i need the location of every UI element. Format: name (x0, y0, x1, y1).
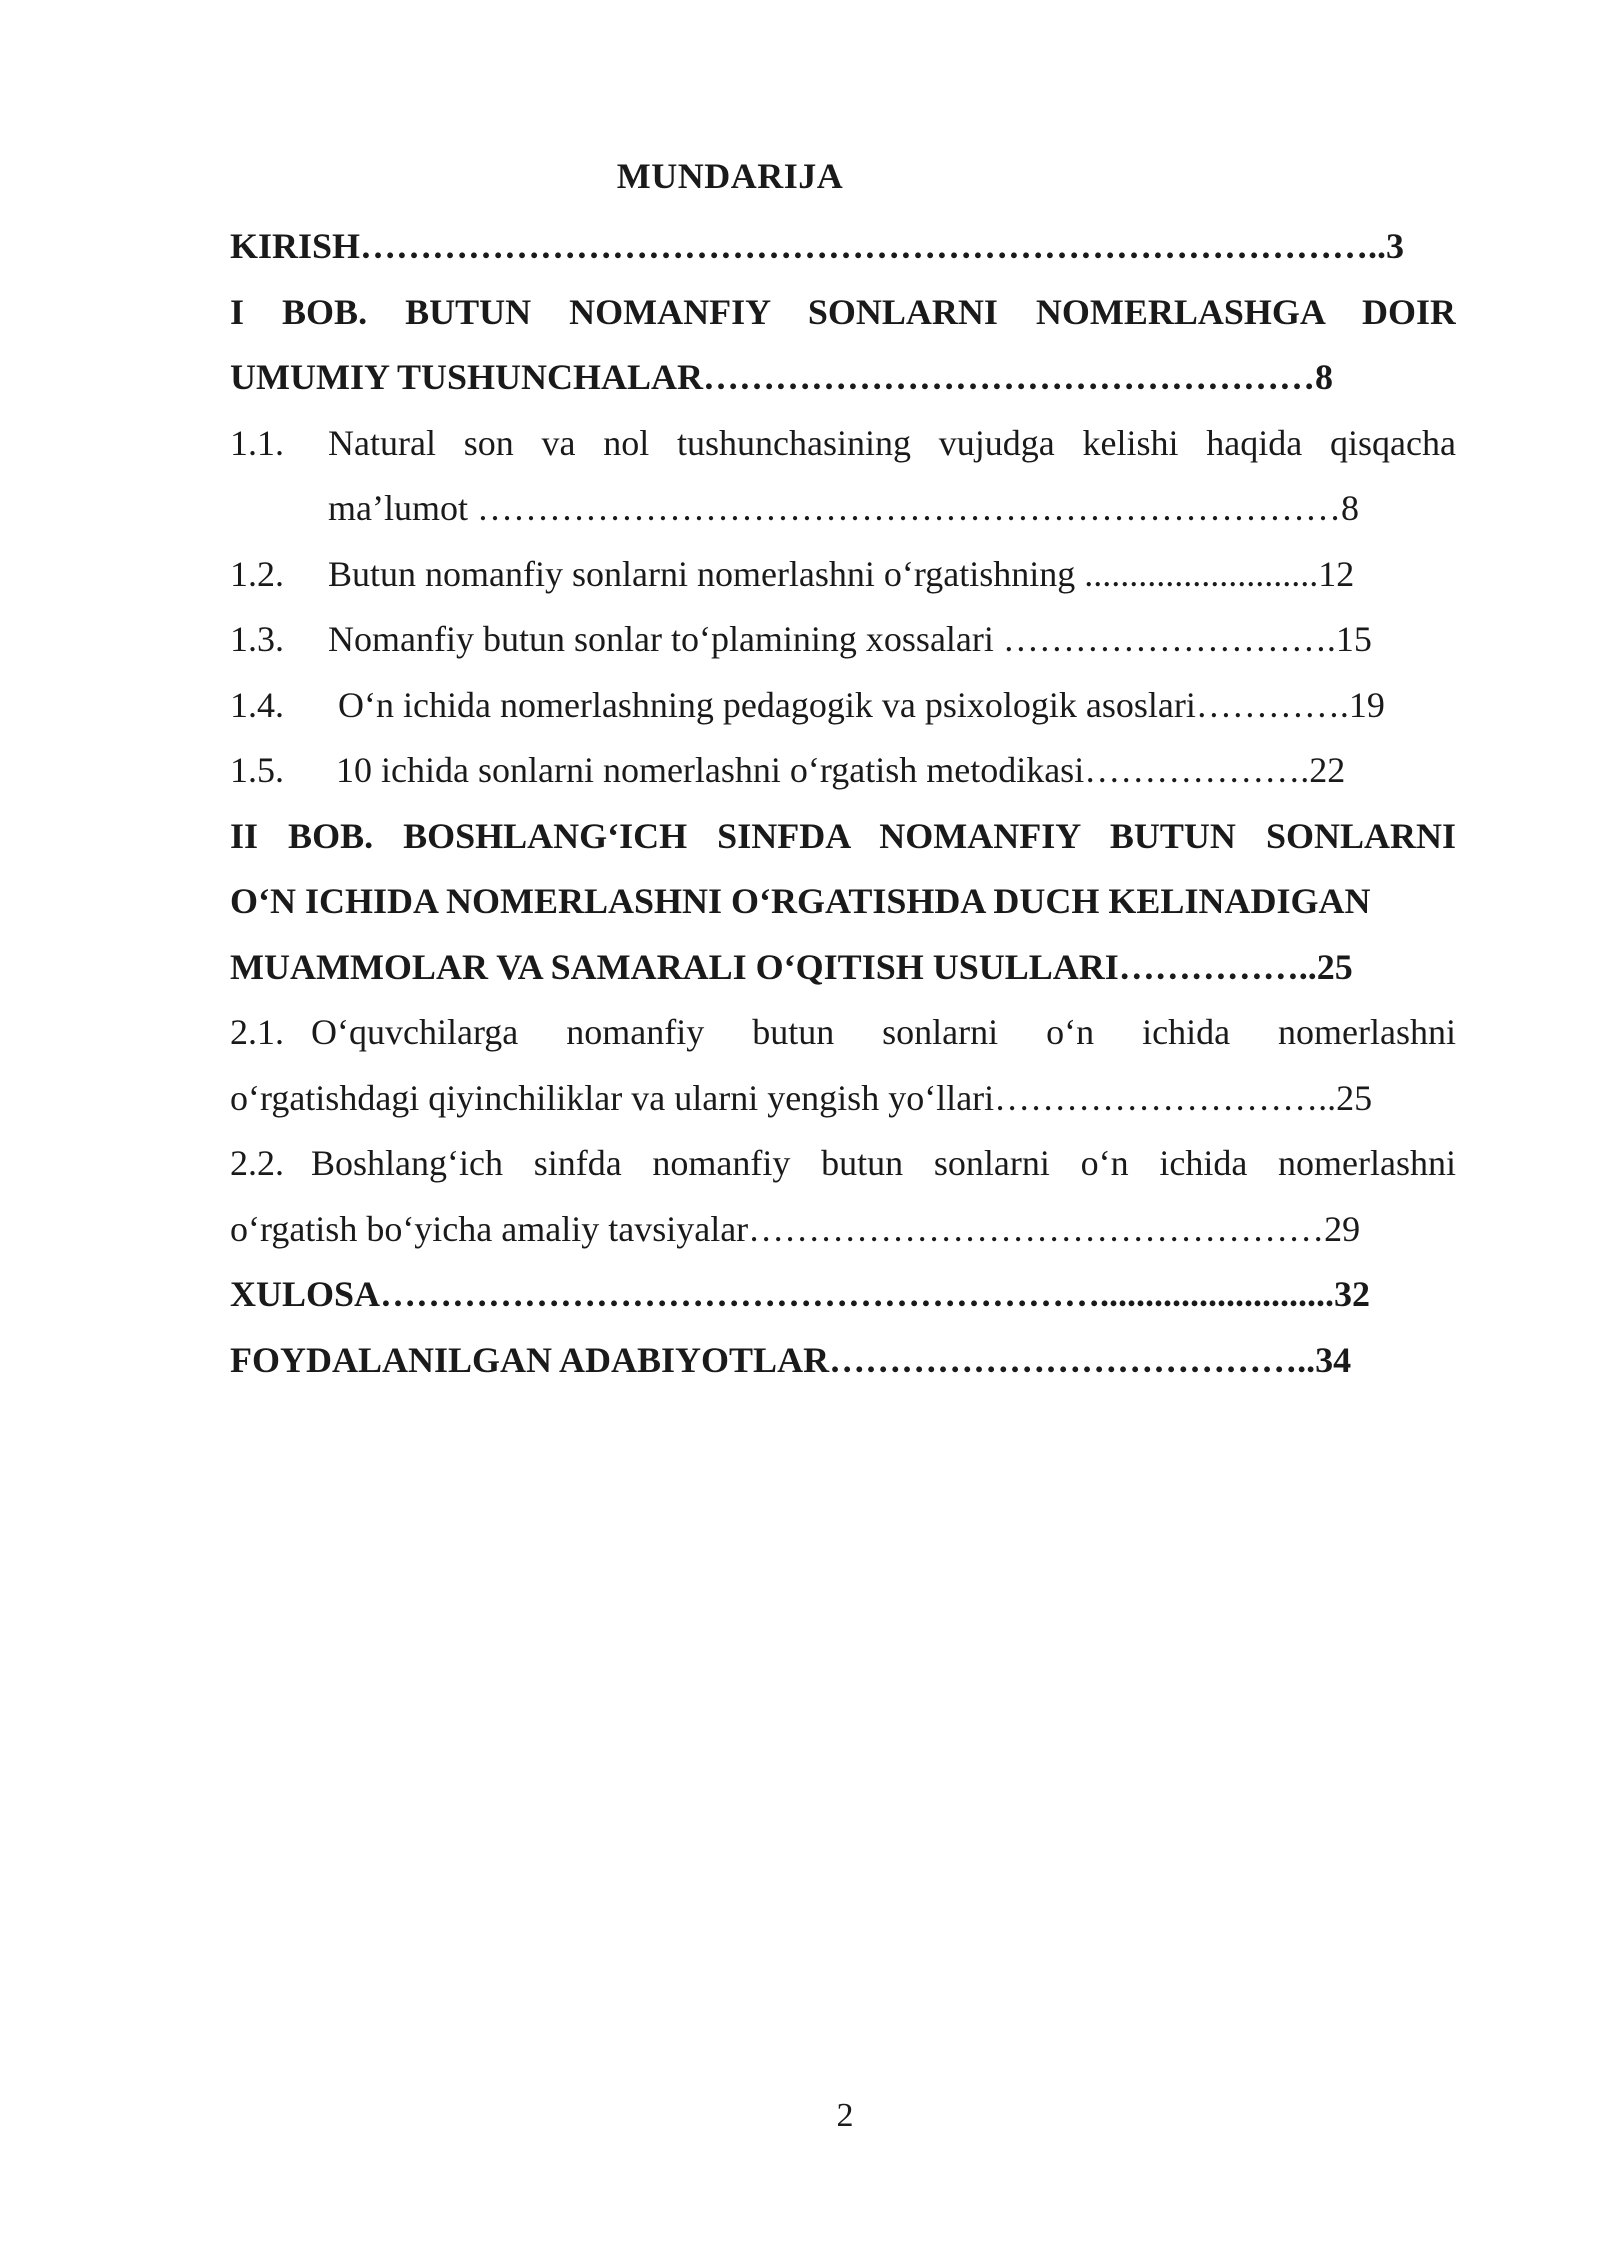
section-title: Nomanfiy butun sonlar to‘plamining xossalari ……………………….15 (328, 619, 1372, 659)
section-number: 1.2. (230, 553, 284, 594)
section-number: 1.1. (230, 422, 284, 463)
section-number: 1.5. (230, 750, 284, 790)
toc-chapter-1-heading: I BOB. BUTUN NOMANFIY SONLARNI NOMERLASHGA DOIR (230, 291, 1456, 332)
section-title: Boshlang‘ich sinfda nomanfiy butun sonlarni o‘n ichida nomerlashni (311, 1143, 1456, 1183)
toc-entry-1-2 (230, 542, 1456, 608)
section-title: Butun nomanfiy sonlarni nomerlashni o‘rgatishning ..........................12 (328, 553, 1355, 594)
section-title: O‘quvchilarga nomanfiy butun sonlarni o‘n ichida nomerlashni (311, 1012, 1456, 1052)
section-title: Natural son va nol tushunchasining vujudga kelishi haqida qisqacha (328, 422, 1456, 463)
section-number: 2.2. (230, 1143, 284, 1183)
section-number: 1.4. (230, 684, 284, 725)
toc-entry-adabiyotlar: FOYDALANILGAN ADABIYOTLAR…………………………………..34 (230, 1339, 1352, 1380)
toc-entry-2-1-cont: o‘rgatishdagi qiyinchiliklar va ularni yengish yo‘llari………………………..25 (230, 1077, 1373, 1118)
toc-entry-1-1 (230, 411, 1456, 477)
toc-chapter-1-heading-cont: UMUMIY TUSHUNCHALAR……………………………………………8 (230, 357, 1334, 397)
toc-entry-2-2-cont: o‘rgatish bo‘yicha amaliy tavsiyalar…………………………………………29 (230, 1208, 1361, 1249)
toc-entry-1-5 (230, 738, 1456, 804)
toc-entry-kirish: KIRISH…………………………………………………………………………..3 (230, 226, 1405, 266)
toc-entry-1-4 (230, 673, 1456, 739)
section-number: 1.3. (230, 619, 284, 659)
section-number: 2.1. (230, 1012, 284, 1052)
page-number: 2 (836, 2097, 854, 2134)
table-of-contents (230, 214, 1456, 1393)
toc-chapter-2-heading-cont-2: MUAMMOLAR VA SAMARALI O‘QITISH USULLARI……………..25 (230, 946, 1353, 987)
toc-entry-1-3 (230, 607, 1456, 673)
toc-chapter-2-heading-cont: O‘N ICHIDA NOMERLASHNI O‘RGATISHDA DUCH KELINADIGAN (230, 881, 1371, 921)
toc-entry-1-1-cont: ma’lumot ………………………………………………………………8 (328, 488, 1359, 528)
section-title: O‘n ichida nomerlashning pedagogik va psixologik asoslari………….19 (338, 684, 1385, 725)
toc-entry-xulosa: XULOSA……………………………………………………..........................32 (230, 1274, 1371, 1314)
toc-entry-2-1 (230, 1000, 1456, 1066)
toc-title: MUNDARIJA (616, 156, 844, 196)
section-title: 10 ichida sonlarni nomerlashni o‘rgatish metodikasi……………….22 (336, 750, 1346, 790)
toc-entry-2-2 (230, 1131, 1456, 1197)
toc-chapter-2-heading: II BOB. BOSHLANG‘ICH SINFDA NOMANFIY BUTUN SONLARNI (230, 815, 1456, 856)
